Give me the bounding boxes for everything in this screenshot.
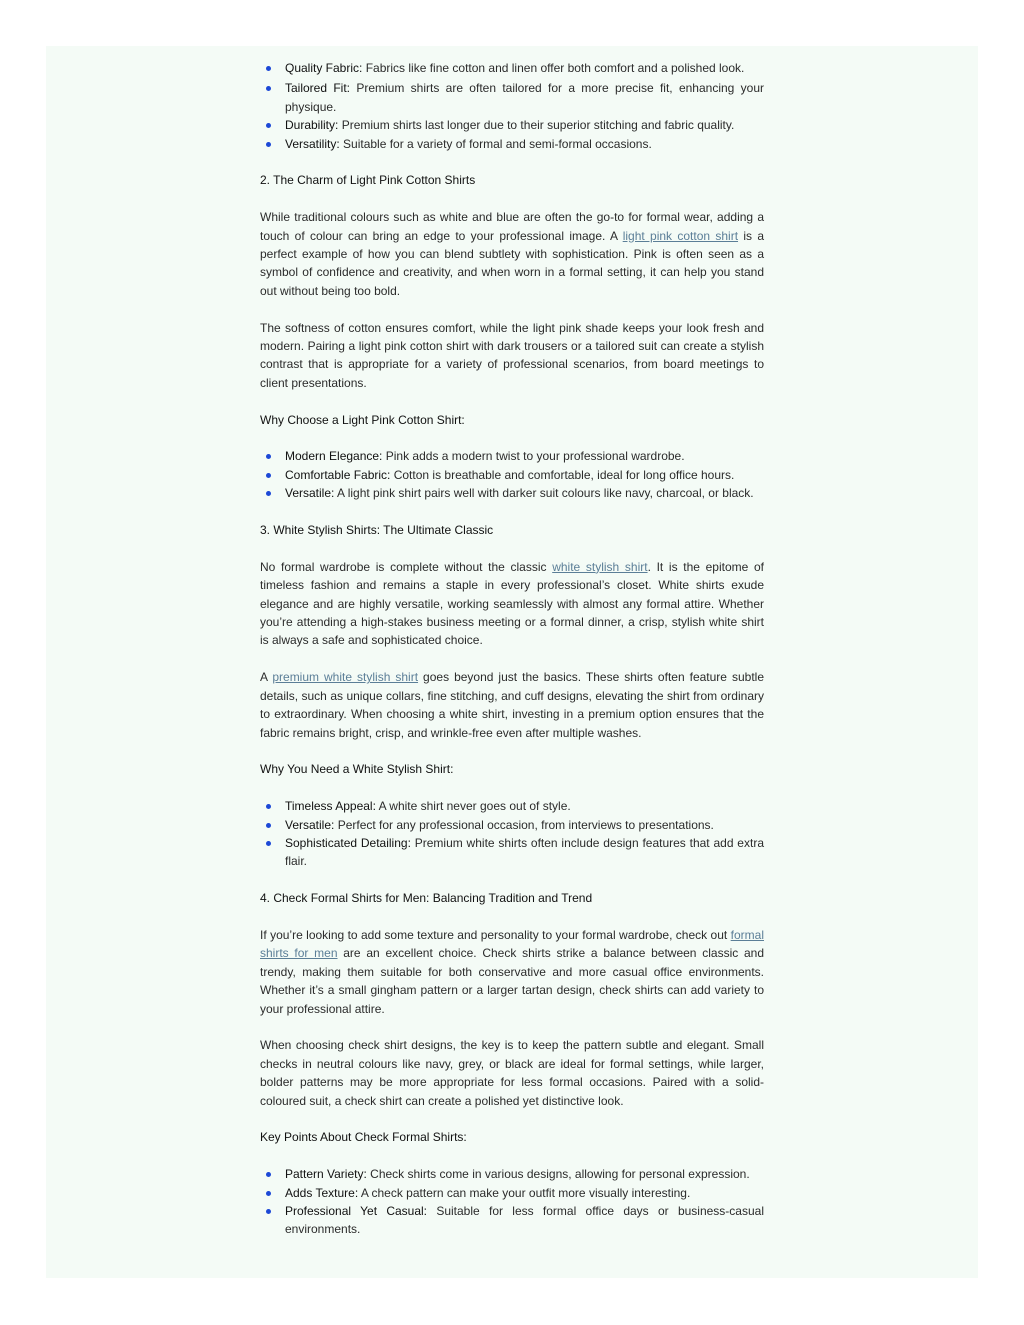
check-shirt-points-list [260,1165,764,1239]
list-item [260,447,764,465]
list-item [260,1184,764,1202]
subheading-why-pink: Why Choose a Light Pink Cotton Shirt: [260,412,465,427]
list-term: Versatile: [285,817,335,832]
list-text: Check shirts come in various designs, allowing for personal expression. [366,1167,750,1182]
light-pink-cotton-shirt-link[interactable]: light pink cotton shirt [622,228,739,243]
paragraph [260,208,764,300]
list-text: A light pink shirt pairs well with darker suit colours like navy, charcoal, or black. [334,486,754,501]
list-item [260,116,764,134]
paragraph: The softness of cotton ensures comfort, while the light pink shade keeps your look fresh and modern. Pairing a light pink cotton shirt with dark trousers or a tailored suit can create a stylish contrast that is appropriate for a variety of professional scenarios, from board meetings to client presentations. [260,320,764,390]
list-text: Premium shirts last longer due to their superior stitching and fabric quality. [338,118,735,133]
paragraph [260,668,764,742]
list-text: Premium white shirts often include design features that add extra flair. [285,835,764,869]
paragraph [260,926,764,1018]
section-heading-check-formal: 4. Check Formal Shirts for Men: Balancing Tradition and Trend [260,891,593,906]
bullet-icon [266,804,271,809]
list-term: Sophisticated Detailing: [285,835,411,850]
paragraph-text: . It is the epitome of timeless fashion and remains a staple in every professional’s closet. White shirts exude elegance and are highly versatile, working seamlessly with almost any formal attire. Whether you’re attending a high-stakes business meeting or a formal dinner, a crisp, stylish white shirt is always a safe and sophisticated choice. [260,559,764,648]
paragraph-text: is a perfect example of how you can blend subtlety with sophistication. Pink is often seen as a symbol of confidence and creativity, and when worn in a formal setting, it can help you stand out without being too bold. [260,228,765,298]
list-text: A white shirt never goes out of style. [375,799,571,814]
list-text: Perfect for any professional occasion, from interviews to presentations. [334,817,714,832]
bullet-icon [266,841,271,846]
list-item [260,59,764,77]
list-term: Durability: [285,118,339,133]
paragraph [260,558,764,650]
bullet-icon [266,86,271,91]
premium-benefits-list [260,59,764,153]
list-item [260,135,764,153]
list-term: Quality Fabric: [285,61,363,75]
paragraph-text: A [260,670,273,685]
white-stylish-shirt-link[interactable]: white stylish shirt [552,559,648,574]
bullet-icon [266,1191,271,1196]
bullet-icon [266,123,271,128]
list-text: Suitable for a variety of formal and semi-formal occasions. [339,136,652,151]
list-item [260,816,764,834]
list-text: Suitable for less formal office days or business-casual environments. [285,1203,764,1237]
bullet-icon [266,491,271,496]
paragraph-text: No formal wardrobe is complete without the classic [260,559,553,574]
list-term: Comfortable Fabric: [285,467,391,482]
paragraph-text: While traditional colours such as white and blue are often the go-to for formal wear, adding a touch of colour can bring an edge to your professional image. A [260,210,764,243]
list-item [260,1165,764,1183]
subheading-why-white: Why You Need a White Stylish Shirt: [260,762,454,777]
subheading-check-points: Key Points About Check Formal Shirts: [260,1130,467,1145]
white-shirt-reasons-list [260,797,764,871]
list-text: Cotton is breathable and comfortable, ideal for long office hours. [390,467,735,482]
paragraph: When choosing check shirt designs, the key is to keep the pattern subtle and elegant. Small checks in neutral colours like navy, grey, or black are ideal for formal settings, while larger, bolder patterns may be more appropriate for less formal occasions. Paired with a solid-coloured suit, a check shirt can create a polished yet distinctive look. [260,1038,764,1108]
paragraph-text: are an excellent choice. Check shirts strike a balance between classic and trendy, making them suitable for both conservative and more casual office environments. Whether it’s a small gingham pattern or a larger tartan design, check shirts can add variety to your professional attire. [260,946,764,1016]
list-term: Pattern Variety: [285,1167,367,1182]
list-term: Timeless Appeal: [285,799,376,814]
section-heading-light-pink: 2. The Charm of Light Pink Cotton Shirts [260,173,476,188]
list-text: A check pattern can make your outfit more visually interesting. [358,1185,691,1200]
list-item [260,834,764,871]
article-content [260,59,764,1239]
paragraph-text: If you’re looking to add some texture and personality to your formal wardrobe, check out [260,927,731,942]
list-term: Versatile: [285,486,335,501]
list-term: Modern Elegance: [285,449,383,464]
list-term: Professional Yet Casual: [285,1203,428,1218]
bullet-icon [266,823,271,828]
premium-white-stylish-shirt-link[interactable]: premium white stylish shirt [272,670,419,685]
list-term: Tailored Fit: [285,81,351,96]
bullet-icon [266,1172,271,1177]
bullet-icon [266,142,271,147]
list-item [260,797,764,815]
section-heading-white-stylish: 3. White Stylish Shirts: The Ultimate Classic [260,523,494,538]
list-text: Premium shirts are often tailored for a more precise fit, enhancing your physique. [285,81,764,114]
list-item [260,484,764,502]
bullet-icon [266,66,271,71]
paragraph-text: goes beyond just the basics. These shirts often feature subtle details, such as unique collars, fine stitching, and cuff designs, elevating the shirt from ordinary to extraordinary. When choosing a white shirt, investing in a premium option ensures that the fabric remains bright, crisp, and wrinkle-free even after multiple washes. [260,670,764,740]
list-term: Versatility: [285,136,340,151]
bullet-icon [266,454,271,459]
list-text: Fabrics like fine cotton and linen offer both comfort and a polished look. [362,61,745,75]
list-term: Adds Texture: [285,1185,359,1200]
list-item [260,1202,764,1239]
bullet-icon [266,1209,271,1214]
list-item [260,79,764,116]
formal-shirts-for-men-link[interactable]: formal shirts for men [260,927,764,961]
bullet-icon [266,473,271,478]
pink-shirt-reasons-list [260,447,764,502]
list-text: Pink adds a modern twist to your professional wardrobe. [382,449,685,464]
list-item [260,466,764,484]
